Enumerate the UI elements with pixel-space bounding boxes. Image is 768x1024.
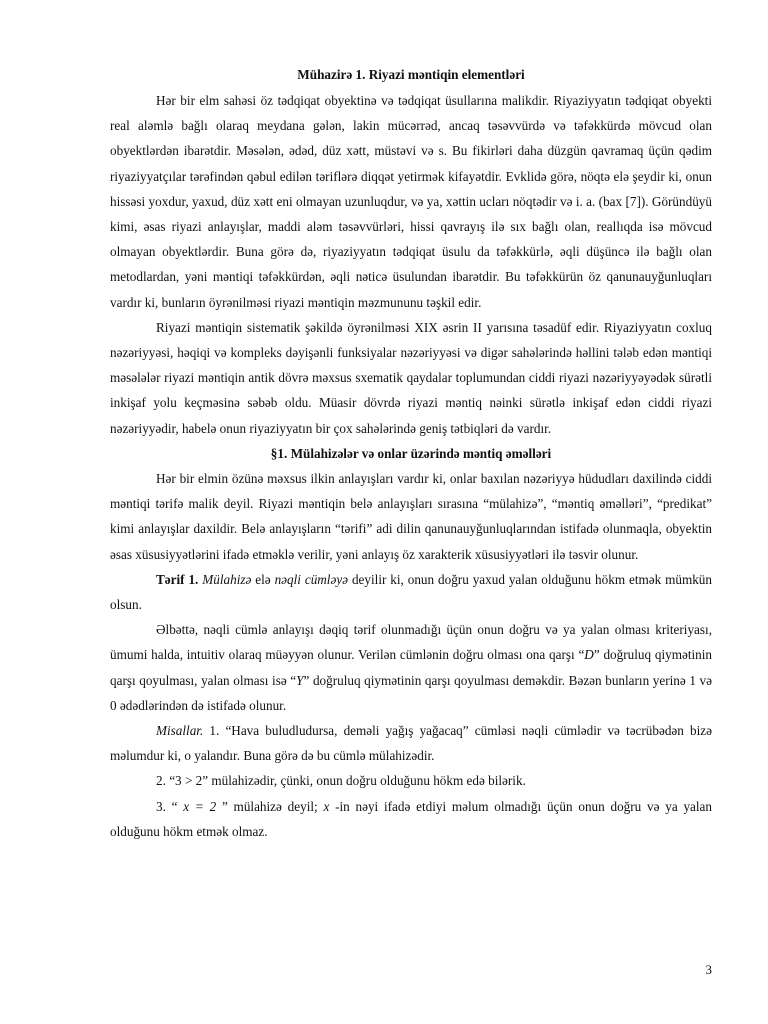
definition-paragraph — [110, 567, 712, 617]
example-3-formula: x = 2 — [183, 798, 217, 814]
truth-text-2: ” doğruluq qiymətinin qarşı qoyulması, yalan olması isə “ — [110, 647, 712, 688]
example-2-suffix: ” mülahizədir, çünki, onun doğru olduğunu hökm edə bilərik. — [202, 773, 526, 789]
definition-label: Tərif 1. — [156, 571, 199, 587]
definition-term-1: Mülahizə — [202, 571, 252, 587]
definition-term-2: nəqli cümləyə — [274, 571, 349, 587]
definition-rest: deyilir ki, onun doğru yaxud yalan olduğunu hökm etmək mümkün olsun. — [110, 571, 712, 613]
example-3-suffix: -in nəyi ifadə etdiyi məlum olmadığı üçün onun doğru və ya yalan olduğunu hökm etmək olmaz. — [110, 798, 713, 839]
example-3-middle: ” mülahizə deyil; — [216, 798, 324, 814]
example-2-paragraph — [110, 768, 712, 793]
definition-middle: elə — [251, 571, 275, 587]
example-3-paragraph — [110, 794, 712, 844]
example-2-formula: 3 > 2 — [175, 773, 203, 789]
lecture-title: Mühazirə 1. Riyazi məntiqin elementləri — [297, 67, 525, 82]
intro-paragraph-2: Riyazi məntiqin sistematik şəkildə öyrənilməsi XIX əsrin II yarısına təsadüf edir. Riyaziyyatın coxluq nəzəriyyəsi, həqiqi və kompleks dəyişənli funksiyalar nəzəriyyəsi və digər sahələrində həllini tələb edən məntiqi məsələlər riyazi məntiqin antik dövrə məxsus sxematik qaydalar toplumundan ciddi riyazi nəzəriyyəyədək sürətli inkişaf yolu keçməsinə səbəb oldu. Müasir dövrdə riyazi məntiq nəinki sürətlə inkişaf edən ciddi riyazi nəzəriyyədir, habelə onun riyaziyyatın bir çox sahələrində geniş tətbiqləri də vardır. — [110, 319, 712, 436]
section-paragraph-1: Hər bir elmin özünə məxsus ilkin anlayışları vardır ki, onlar baxılan nəzəriyyə hüdudları daxilində ciddi məntiqi tərifə malik deyil. Riyazi məntiqin belə anlayışları sırasına “mülahizə”, “məntiq əməlləri”, “predikat” kimi anlayışlar daxildir. Belə anlayışların “tərifi” adi dilin qanunauyğunluqlarından istifadə olunmaqla, obyektin əsas xüsusiyyətlərini ifadə etməklə verilir, yəni anlayış öz xarakterik xüsusiyyətləri ilə təsvir olunur. — [110, 471, 712, 562]
intro-paragraph-1: Hər bir elm sahəsi öz tədqiqat obyektinə və tədqiqat üsullarına malikdir. Riyaziyyatın tədqiqat obyekti real aləmlə bağlı olaraq meydana gələn, lakin mücərrəd, ancaq təsəvvürdə və təfəkkürdə mövcud olan obyektlərdən ibarətdir. Məsələn, ədəd, düz xətt, müstəvi və s. Bu fikirləri daha düzgün qavramaq üçün qədim riyaziyyatçılar tərəfindən qəbul edilən təriflərə diqqət yetirmək kifayətdir. Evklidə görə, nöqtə elə şeydir ki, onun hissəsi yoxdur, yaxud, düz xətt eni olmayan uzunluqdur, və ya, xəttin ucları nöqtədir və i. a. (bax [7]). Göründüyü kimi, əsas riyazi anlayışlar, maddi aləm təsəvvürləri, hissi qavrayış ilə sıx bağlı olan, reallıqda isə mövcud olmayan obyektlərdir. Buna görə də, riyaziyyatın tədqiqat üsulu da təfəkkürlə, əqli düşüncə ilə bağlı olan metodlardan, yəni məntiqi təfəkkürdən, əqli nəticə üsulundan ibarətdir. Bu təfəkkürün öz qanunauyğunluqları vardır ki, bunların öyrənilməsi riyazi məntiqin məzmununu təşkil edir. — [110, 93, 712, 310]
example-3-variable: x — [323, 798, 330, 814]
document-page — [110, 62, 712, 844]
examples-label: Misallar. — [156, 723, 204, 739]
section-title: §1. Mülahizələr və onlar üzərində məntiq əməlləri — [270, 445, 552, 461]
example-1-text: 1. “Hava buludludursa, deməli yağış yağacaq” cümləsi nəqli cümlədir və təcrübədən bizə məlumdur ki, o yalandır. Buna görə də bu cümlə mülahizədir. — [110, 723, 712, 764]
example-1-paragraph — [110, 718, 712, 768]
truth-text-3: ” doğruluq qiymətinin qarşı qoyulması deməkdir. Bəzən bunların yerinə 1 və 0 ədədlərindən də istifadə olunur. — [110, 672, 712, 713]
symbol-y: Y — [296, 672, 304, 688]
truth-text-1: Əlbəttə, nəqli cümlə anlayışı dəqiq tərif olunmadığı üçün onun doğru və ya yalan olması kriteriyası, ümumi halda, intuitiv olaraq müəyyən olunur. Verilən cümlənin doğru olması ona qarşı “ — [110, 622, 712, 663]
example-2-prefix: 2. “ — [156, 773, 176, 789]
page-number: 3 — [705, 962, 712, 977]
truth-value-paragraph — [110, 617, 712, 718]
symbol-d: D — [584, 647, 594, 663]
example-3-prefix: 3. “ — [156, 798, 184, 814]
